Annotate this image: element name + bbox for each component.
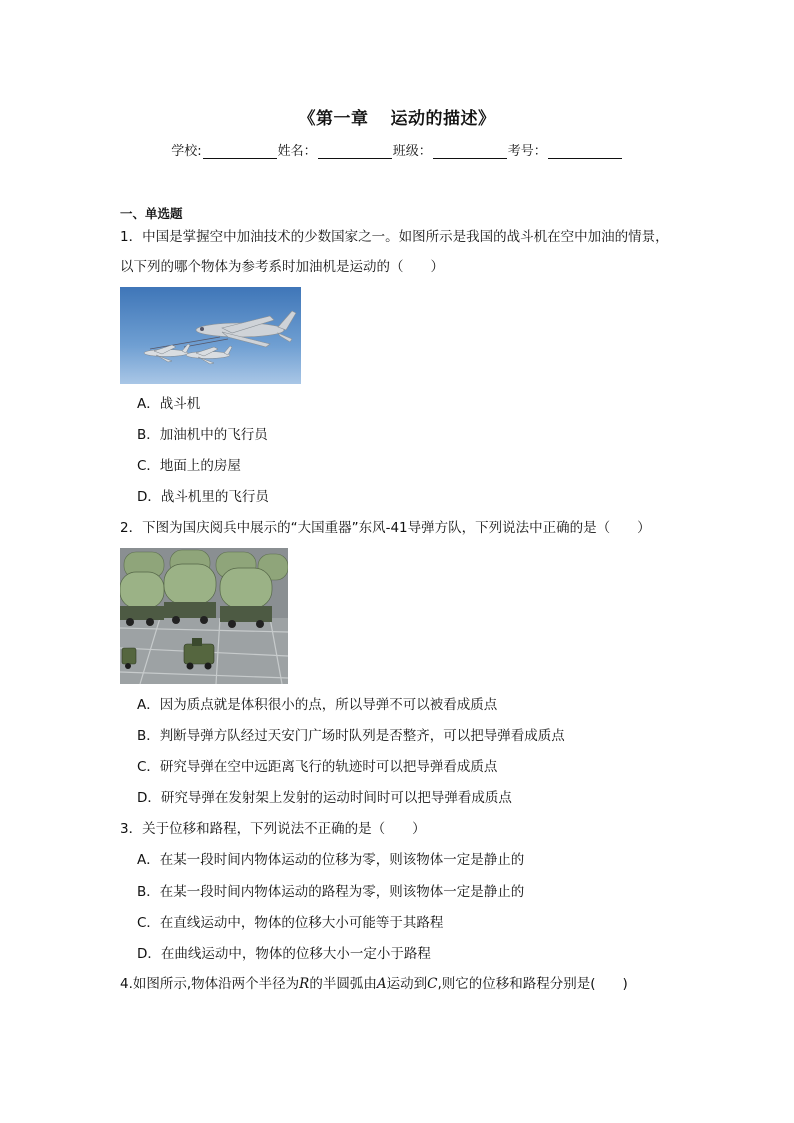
question-1-option-d: D．战斗机里的飞行员 xyxy=(137,489,269,505)
class-blank[interactable] xyxy=(433,145,507,159)
question-1-option-a: A．战斗机 xyxy=(137,396,201,412)
student-info-line xyxy=(0,140,794,159)
class-label: 班级： xyxy=(392,144,432,159)
question-3-text: 3．关于位移和路程，下列说法不正确的是（ ） xyxy=(120,821,426,837)
document-title xyxy=(0,104,794,129)
number-blank[interactable] xyxy=(548,145,622,159)
variable-a: A xyxy=(376,976,387,992)
question-4-suffix: ,则它的位移和路程分别是( ) xyxy=(437,976,628,992)
variable-c: C xyxy=(427,976,438,992)
question-3-option-b: B．在某一段时间内物体运动的路程为零，则该物体一定是静止的 xyxy=(137,884,525,900)
question-2-option-d: D．研究导弹在发射架上发射的运动时间时可以把导弹看成质点 xyxy=(137,790,512,806)
school-blank[interactable] xyxy=(203,145,277,159)
number-label: 考号： xyxy=(507,144,547,159)
title-part-1: 《第一章 xyxy=(298,109,369,129)
title-part-2: 运动的描述》 xyxy=(390,109,496,129)
variable-r: R xyxy=(299,976,310,992)
name-label: 姓名： xyxy=(277,144,317,159)
question-4-mid-1: 的半圆弧由 xyxy=(309,976,377,992)
missile-parade-image xyxy=(120,548,288,684)
section-heading: 一、单选题 xyxy=(120,206,183,221)
question-3-option-d: D．在曲线运动中，物体的位移大小一定小于路程 xyxy=(137,946,431,962)
question-3-option-c: C．在直线运动中，物体的位移大小可能等于其路程 xyxy=(137,915,444,931)
question-4-mid-2: 运动到 xyxy=(386,976,428,992)
question-2-option-b: B．判断导弹方队经过天安门广场时队列是否整齐，可以把导弹看成质点 xyxy=(137,728,565,744)
question-3-option-a: A．在某一段时间内物体运动的位移为零，则该物体一定是静止的 xyxy=(137,852,525,868)
school-label: 学校: xyxy=(171,144,202,159)
question-2-option-c: C．研究导弹在空中远距离飞行的轨迹时可以把导弹看成质点 xyxy=(137,759,498,775)
question-1-option-b: B．加油机中的飞行员 xyxy=(137,427,268,443)
question-4-prefix: 4.如图所示,物体沿两个半径为 xyxy=(120,976,300,992)
question-4-text xyxy=(120,969,680,999)
question-2-option-a: A．因为质点就是体积很小的点，所以导弹不可以被看成质点 xyxy=(137,697,498,713)
question-1-option-c: C．地面上的房屋 xyxy=(137,458,241,474)
refueling-aircraft-image xyxy=(120,287,301,384)
name-blank[interactable] xyxy=(318,145,392,159)
question-2-text: 2．下图为国庆阅兵中展示的“大国重器”东风-41导弹方队，下列说法中正确的是（ ） xyxy=(120,520,651,536)
question-1-text: 1．中国是掌握空中加油技术的少数国家之一。如图所示是我国的战斗机在空中加油的情景，以下列的哪个物体为参考系时加油机是运动的（ ） xyxy=(120,229,669,275)
